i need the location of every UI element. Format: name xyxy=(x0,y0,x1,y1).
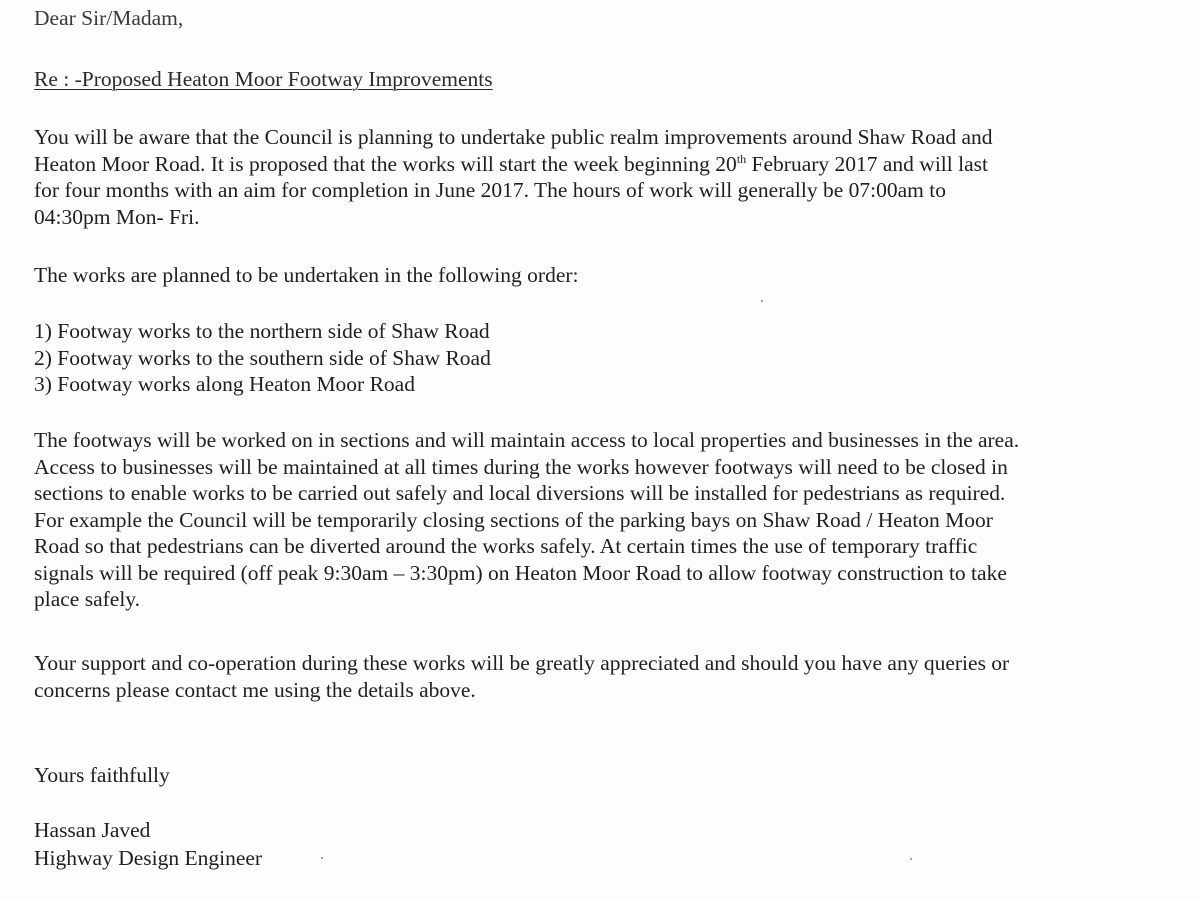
scan-speck xyxy=(761,300,763,302)
intro-paragraph xyxy=(34,124,1134,230)
paragraph-line: place safely. xyxy=(34,587,141,611)
paragraph-line: Access to businesses will be maintained at all times during the works however footways will need to be closed in xyxy=(34,454,1008,479)
paragraph-line: concerns please contact me using the details above. xyxy=(34,677,476,702)
paragraph-line: The footways will be worked on in sections and will maintain access to local properties and businesses in the area. xyxy=(34,428,1020,452)
support-paragraph xyxy=(34,650,1134,703)
closing: Yours faithfully xyxy=(34,763,170,787)
order-intro: The works are planned to be undertaken in the following order: xyxy=(34,263,579,287)
paragraph-line: Road so that pedestrians can be diverted around the works safely. At certain times the use of temporary traffic xyxy=(34,534,978,558)
paragraph-line: sections to enable works to be carried out safely and local diversions will be installed for pedestrians as required. xyxy=(34,481,1006,505)
intro-line-start: Heaton Moor Road. It is proposed that the works will start the week beginning 20 xyxy=(34,151,737,176)
footways-paragraph xyxy=(34,427,1134,613)
scan-speck xyxy=(321,857,323,859)
subject-line: Re : -Proposed Heaton Moor Footway Improvements xyxy=(34,67,493,91)
intro-line xyxy=(34,151,1134,178)
intro-line: 04:30pm Mon- Fri. xyxy=(34,204,200,229)
list-item: 1) Footway works to the northern side of Shaw Road xyxy=(34,319,490,343)
intro-line-end: February 2017 and will last xyxy=(746,151,988,176)
paragraph-line: For example the Council will be temporarily closing sections of the parking bays on Shaw Road / Heaton Moor xyxy=(34,507,993,532)
paragraph-line: Your support and co-operation during these works will be greatly appreciated and should you have any queries or xyxy=(34,651,1010,675)
ordinal-suffix: th xyxy=(736,151,747,166)
signatory-title: Highway Design Engineer xyxy=(34,846,263,870)
salutation: Dear Sir/Madam, xyxy=(34,6,184,30)
works-order-list xyxy=(34,318,1134,398)
signatory-name: Hassan Javed xyxy=(34,818,151,842)
list-item: 2) Footway works to the southern side of Shaw Road xyxy=(34,345,491,370)
intro-line: You will be aware that the Council is planning to undertake public realm improvements around Shaw Road and xyxy=(34,125,993,149)
list-item: 3) Footway works along Heaton Moor Road xyxy=(34,372,415,396)
intro-line: for four months with an aim for completion in June 2017. The hours of work will generally be 07:00am to xyxy=(34,178,946,202)
paragraph-line: signals will be required (off peak 9:30am – 3:30pm) on Heaton Moor Road to allow footway construction to take xyxy=(34,560,1007,585)
scan-speck xyxy=(910,858,912,860)
